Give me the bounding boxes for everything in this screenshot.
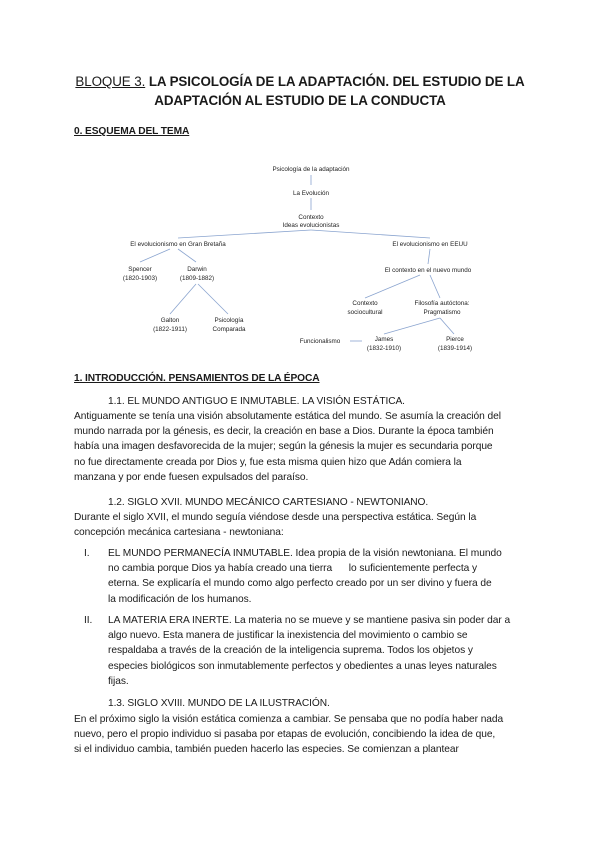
connector xyxy=(178,249,196,262)
node-pierce-name: Pierce xyxy=(446,336,464,343)
node-context-2: Ideas evolucionistas xyxy=(282,222,340,229)
node-britain: El evolucionismo en Gran Bretaña xyxy=(130,241,226,248)
connector xyxy=(365,275,420,298)
connector xyxy=(384,318,440,334)
connector xyxy=(178,230,311,238)
node-philosophy-2: Pragmatismo xyxy=(423,309,461,316)
text-line: EL MUNDO PERMANECÍA INMUTABLE. Idea propia de la visión newtoniana. El mundo xyxy=(108,548,502,559)
text-line: manzana y por ende fuesen expulsados del paraíso. xyxy=(74,471,309,483)
node-comparative-2: Comparada xyxy=(212,326,246,333)
text-line: algo nuevo. Esta manera de justificar la inexistencia del movimiento o cambio se xyxy=(108,630,468,642)
text-line: la modificación de los humanos. xyxy=(108,593,252,605)
text-line: LA MATERIA ERA INERTE. La materia no se mueve y se mantiene pasiva sin poder dar a xyxy=(108,615,511,626)
subsection-heading-1-3: 1.3. SIGLO XVIII. MUNDO DE LA ILUSTRACIÓN. xyxy=(108,698,330,709)
node-functionalism: Funcionalismo xyxy=(299,338,341,345)
paragraph-1-1 xyxy=(74,409,530,485)
text-line: concepción mecánica cartesiana - newtoniana: xyxy=(74,527,284,539)
subsection-heading-1-2: 1.2. SIGLO XVII. MUNDO MECÁNICO CARTESIANO - NEWTONIANO. xyxy=(108,497,429,508)
subsection-heading-1-1: 1.1. EL MUNDO ANTIGUO E INMUTABLE. LA VISIÓN ESTÁTICA. xyxy=(108,396,405,407)
node-james-name: James xyxy=(374,336,394,343)
connector xyxy=(311,230,430,238)
list-item-text xyxy=(108,613,530,689)
title-text-1: LA PSICOLOGÍA DE LA ADAPTACIÓN. DEL ESTUDIO DE LA xyxy=(148,74,525,89)
node-new-world: El contexto en el nuevo mundo xyxy=(384,267,472,274)
text-line: especies biológicos son inmutablemente perfectos y obedientes a unas leyes naturales xyxy=(108,660,497,672)
text-line: fijas. xyxy=(108,675,129,687)
text-line: respaldaba a través de la creación de la inteligencia suprema. Todos los objetos y xyxy=(108,645,473,657)
connector xyxy=(428,249,430,264)
text-line: si el individuo cambia, también pueden hacerlo las especies. Se comienzan a plantear xyxy=(74,744,459,756)
node-galton-name: Galton xyxy=(160,317,180,324)
text-line: no cambia porque Dios ya había creado una tierra lo suficientemente perfecta y xyxy=(108,563,478,575)
node-spencer-years: (1820-1903) xyxy=(122,275,158,282)
node-darwin-name: Darwin xyxy=(187,266,207,273)
node-evolution: La Evolución xyxy=(292,190,330,197)
paragraph-1-2 xyxy=(74,510,530,540)
list-item-number: I. xyxy=(84,548,90,559)
text-line: no fue directamente creada por Dios y, fue esta misma quien hizo que Adán comiera la xyxy=(74,456,462,468)
text-line: eterna. Se explicaría el mundo como algo perfecto creado por un ser divino y fuera de xyxy=(108,578,492,590)
node-comparative-1: Psicología xyxy=(214,317,244,324)
text-line: había una imagen desfavorecida de la mujer; según la génesis la mujer es secundaria porque xyxy=(74,441,493,453)
list-item-text xyxy=(108,546,530,607)
text-line: nuevo, pero el propio individuo si pasaba por etapas de evolución, concibiendo la idea de que, xyxy=(74,729,496,741)
node-galton-years: (1822-1911) xyxy=(153,326,187,333)
connector xyxy=(430,275,440,298)
node-pierce-years: (1839-1914) xyxy=(437,345,473,352)
node-james-years: (1832-1910) xyxy=(366,345,402,352)
paragraph-1-3 xyxy=(74,712,530,758)
connector xyxy=(440,318,454,334)
title-line-2: ADAPTACIÓN AL ESTUDIO DE LA CONDUCTA xyxy=(154,93,446,108)
text-line: mundo narrada por la génesis, es decir, la creación en base a Dios. Durante la época también xyxy=(74,426,494,438)
node-sociocultural-2: sociocultural xyxy=(347,309,383,316)
node-sociocultural-1: Contexto xyxy=(352,300,378,307)
block-label: BLOQUE 3. xyxy=(75,74,146,89)
section-heading: 1. INTRODUCCIÓN. PENSAMIENTOS DE LA ÉPOCA xyxy=(74,373,320,384)
text-line: Antiguamente se tenía una visión absolutamente estática del mundo. Se asumía la creación del xyxy=(74,411,501,422)
connector xyxy=(198,284,228,314)
schema-heading: 0. ESQUEMA DEL TEMA xyxy=(74,126,190,137)
title-line-1 xyxy=(40,72,560,91)
node-spencer-name: Spencer xyxy=(128,266,152,273)
text-line: Durante el siglo XVII, el mundo seguía viéndose desde una perspectiva estática. Según la xyxy=(74,512,477,523)
text-line: En el próximo siglo la visión estática comienza a cambiar. Se pensaba que no podía haber nada xyxy=(74,714,504,725)
node-context-1: Contexto xyxy=(298,214,324,221)
connector xyxy=(140,249,170,262)
node-root: Psicología de la adaptación xyxy=(272,166,350,173)
connector xyxy=(170,284,196,314)
node-usa: El evolucionismo en EEUU xyxy=(392,241,468,248)
node-philosophy-1: Filosofía autóctona: xyxy=(414,300,470,307)
concept-map-diagram xyxy=(0,150,600,360)
list-item-number: II. xyxy=(84,615,93,626)
document-title xyxy=(40,72,560,110)
node-darwin-years: (1809-1882) xyxy=(179,275,215,282)
